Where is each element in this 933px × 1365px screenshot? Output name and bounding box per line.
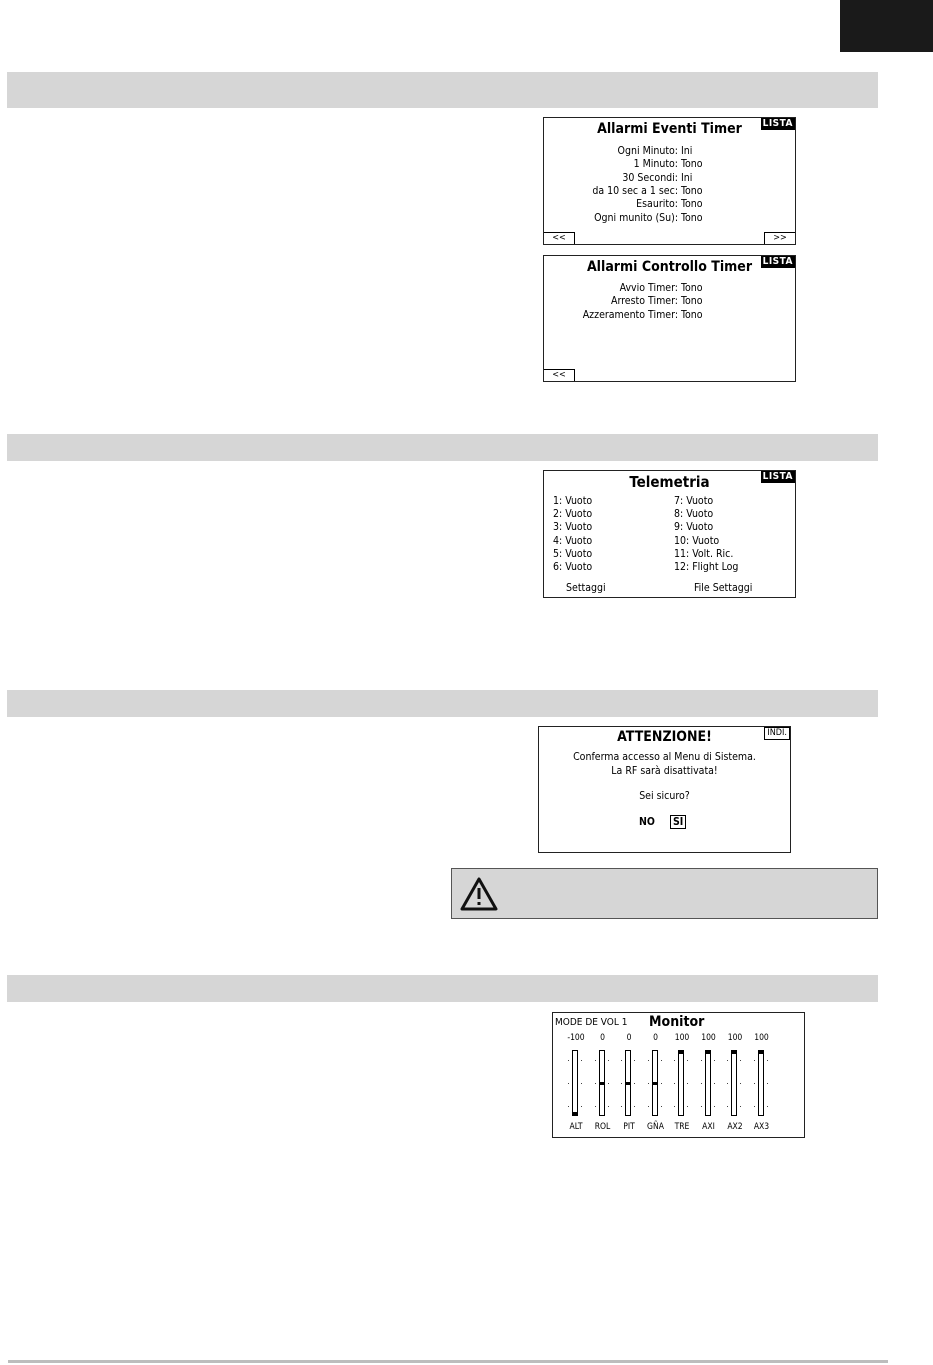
tick-dot [661,1060,662,1061]
setting-value[interactable]: Tono [681,158,703,171]
setting-row[interactable] [544,198,703,211]
tick-dot [714,1083,715,1084]
channel-bar [678,1050,684,1116]
page-corner-tab [840,0,933,52]
channel-position-marker [653,1082,657,1085]
list-badge[interactable]: LISTA [762,471,793,482]
tick-dot [661,1083,662,1084]
tick-dot [634,1106,635,1107]
setting-value[interactable]: Tono [681,282,703,294]
tick-dot [674,1106,675,1107]
list-badge[interactable]: LISTA [762,118,793,129]
tick-dot [767,1106,768,1107]
telemetry-slot[interactable]: 11: Volt. Ric. [674,547,734,560]
tick-dot [661,1106,662,1107]
setting-row[interactable] [544,185,703,198]
tick-dot [634,1060,635,1061]
tick-dot [621,1106,622,1107]
setting-row[interactable] [544,145,692,158]
channel-name: PIT [623,1122,635,1132]
channel-bar [572,1050,578,1116]
channel-value: 0 [600,1033,605,1043]
tick-dot [687,1060,688,1061]
tick-dot [648,1083,649,1084]
telemetry-slot[interactable]: 12: Flight Log [674,561,739,573]
warning-line-1: Conferma accesso al Menu di Sistema. [573,751,756,763]
warning-triangle-icon [459,876,499,912]
settings-button[interactable]: Settaggi [566,582,606,594]
tick-dot [701,1060,702,1061]
channel-value: 100 [727,1033,743,1043]
file-settings-button[interactable]: File Settaggi [694,582,753,594]
telemetry-slot[interactable]: 8: Vuoto [674,508,714,521]
yes-button[interactable]: SI [670,815,686,829]
setting-value[interactable]: Tono [681,198,703,211]
setting-label: 1 Minuto: [633,158,678,171]
setting-value[interactable]: Tono [681,184,703,197]
channel-position-marker [679,1051,683,1054]
setting-row[interactable] [544,282,703,295]
monitor-screen [552,1012,805,1138]
tick-dot [621,1083,622,1084]
section-header-bar-2 [7,434,878,461]
telemetry-slot[interactable]: 5: Vuoto [553,547,593,560]
tick-dot [701,1083,702,1084]
tick-dot [727,1060,728,1061]
tick-dot [767,1060,768,1061]
tick-dot [754,1083,755,1084]
channel-value: 0 [626,1033,632,1043]
tick-dot [687,1083,688,1084]
tick-dot [568,1106,569,1107]
tick-dot [674,1060,675,1061]
channel-position-marker [626,1082,630,1085]
timer-events-title: Allarmi Eventi Timer [597,121,742,137]
channel-position-marker [600,1082,604,1085]
tick-dot [581,1106,582,1107]
confirm-question: Sei sicuro? [639,790,690,802]
tick-dot [701,1106,702,1107]
section-header-bar-1 [7,72,878,108]
tick-dot [740,1060,741,1061]
tick-dot [714,1060,715,1061]
back-badge[interactable]: INDI. [764,727,790,740]
channel-position-marker [706,1051,710,1054]
telemetry-slot[interactable]: 6: Vuoto [553,561,593,573]
next-page-button[interactable]: >> [764,232,795,244]
tick-dot [740,1106,741,1107]
tick-dot [674,1083,675,1084]
tick-dot [568,1060,569,1061]
tick-dot [621,1060,622,1061]
channel-name: TRE [674,1122,690,1132]
tick-dot [608,1083,609,1084]
channel-bar [652,1050,658,1116]
channel-name: AXI [702,1122,715,1132]
tick-dot [595,1060,596,1061]
channel-name: ALT [569,1122,583,1132]
no-button[interactable]: NO [639,816,655,828]
channel-name: AX2 [727,1122,743,1132]
tick-dot [568,1083,569,1084]
section-header-bar-4 [7,975,878,1002]
list-badge[interactable]: LISTA [762,256,793,267]
tick-dot [581,1083,582,1084]
setting-value[interactable]: Ini [681,171,693,184]
tick-dot [687,1106,688,1107]
telemetry-slot[interactable]: 9: Vuoto [674,521,714,534]
telemetry-slot[interactable]: 1: Vuoto [553,495,593,507]
timer-events-screen [543,117,796,245]
channel-position-marker [732,1051,736,1054]
monitor-title: Monitor [649,1014,705,1030]
channel-position-marker [573,1112,577,1115]
telemetry-screen [543,470,796,598]
prev-page-button[interactable]: << [544,369,575,381]
timer-control-title: Allarmi Controllo Timer [586,259,753,275]
setting-label: Ogni munito (Su): [594,211,678,224]
telemetry-slot[interactable]: 10: Vuoto [674,534,720,547]
setting-row[interactable] [544,295,703,308]
flight-mode-label: MODE DE VOL 1 [555,1017,628,1028]
tick-dot [767,1083,768,1084]
channel-bar [599,1050,605,1116]
channel-bar [625,1050,631,1116]
warning-title: ATTENZIONE! [617,729,712,745]
setting-value[interactable]: Tono [681,211,703,224]
warning-line-2: La RF sarà disattivata! [611,765,718,777]
setting-label: Azzeramento Timer: [582,308,678,321]
channel-bar [731,1050,737,1116]
tick-dot [595,1106,596,1107]
channel-bar [758,1050,764,1116]
channel-name: AX3 [753,1122,770,1132]
tick-dot [608,1060,609,1061]
tick-dot [727,1106,728,1107]
tick-dot [740,1083,741,1084]
setting-label: Avvio Timer: [619,282,678,294]
channel-name: ROL [594,1122,611,1132]
setting-row[interactable] [544,309,703,322]
setting-row[interactable] [544,172,692,185]
channel-value: -100 [567,1033,585,1043]
tick-dot [595,1083,596,1084]
caution-box [451,868,878,919]
tick-dot [581,1060,582,1061]
setting-label: Arresto Timer: [611,295,678,308]
channel-position-marker [759,1051,763,1054]
system-menu-warning-screen [538,726,791,853]
setting-row[interactable] [544,212,703,225]
channel-value: 100 [754,1033,769,1043]
tick-dot [608,1106,609,1107]
footer-rule [8,1360,888,1363]
setting-label: Ogni Minuto: [617,145,678,157]
setting-value[interactable]: Ini [681,145,693,157]
tick-dot [714,1106,715,1107]
channel-value: 100 [674,1033,690,1043]
prev-page-button[interactable]: << [544,232,575,244]
setting-value[interactable]: Tono [681,308,703,321]
channel-value: 100 [701,1033,716,1043]
setting-row[interactable] [544,158,703,171]
tick-dot [727,1083,728,1084]
channel-name: GÑA [647,1122,664,1132]
telemetry-slot[interactable]: 7: Vuoto [674,495,714,507]
channel-value: 0 [653,1033,658,1043]
telemetry-slot[interactable]: 4: Vuoto [553,534,593,547]
telemetry-slot[interactable]: 3: Vuoto [553,521,593,534]
tick-dot [648,1106,649,1107]
setting-label: 30 Secondi: [622,171,678,184]
setting-value[interactable]: Tono [681,295,703,308]
channel-bar [705,1050,711,1116]
tick-dot [648,1060,649,1061]
section-header-bar-3 [7,690,878,717]
tick-dot [754,1060,755,1061]
tick-dot [754,1106,755,1107]
setting-label: da 10 sec a 1 sec: [592,184,678,197]
setting-label: Esaurito: [636,198,678,211]
timer-control-screen [543,255,796,382]
telemetry-title: Telemetria [629,473,710,491]
telemetry-slot[interactable]: 2: Vuoto [553,508,593,521]
tick-dot [634,1083,635,1084]
